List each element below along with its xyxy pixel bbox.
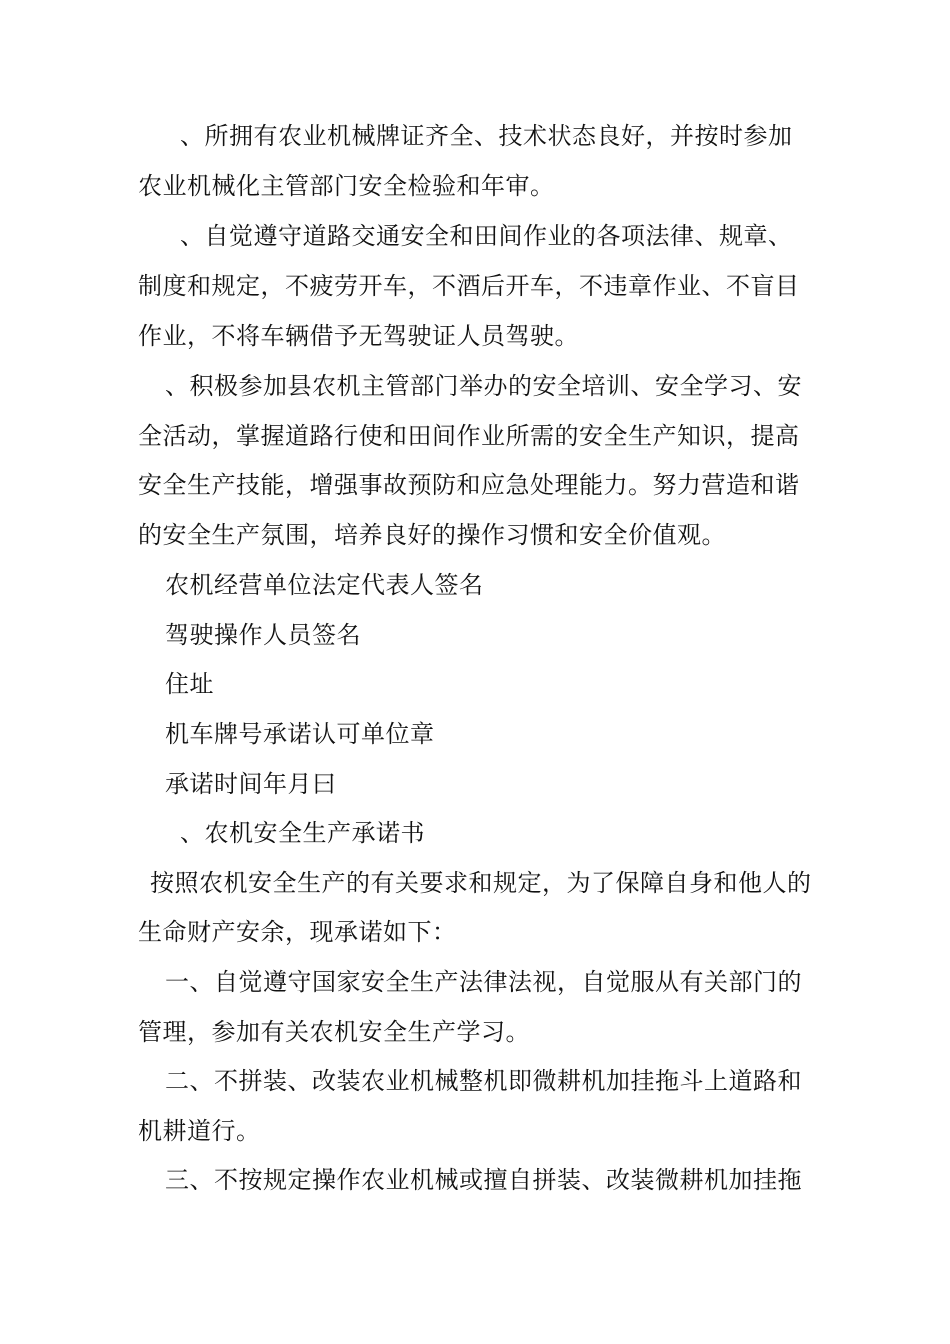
text-line: 农业机械化主管部门安全检验和年审。 (138, 172, 555, 200)
text-line: 按照农机安全生产的有关要求和规定，为了保障自身和他人的 (150, 869, 812, 897)
signature-label: 农机经营单位法定代表人签名 (165, 571, 484, 599)
section-title: 、农机安全生产承诺书 (180, 819, 425, 847)
text-line: 作业，不将车辆借予无驾驶证人员驾驶。 (138, 322, 579, 350)
text-line: 、积极参加县农机主管部门举办的安全培训、安全学习、安 (165, 372, 802, 400)
text-line: 的安全生产氛围，培养良好的操作习惯和安全价值观。 (138, 521, 726, 549)
text-line: 、所拥有农业机械牌证齐全、技术状态良好，并按时参加 (180, 122, 793, 150)
text-line: 二、不拼装、改装农业机械整机即微耕机加挂拖斗上道路和 (165, 1067, 802, 1095)
text-line: 生命财产安余，现承诺如下： (138, 918, 457, 946)
seal-label: 机车牌号承诺认可单位章 (165, 720, 435, 748)
text-line: 全活动，掌握道路行使和田间作业所需的安全生产知识，提高 (138, 422, 800, 450)
text-line: 一、自觉遵守国家安全生产法律法视，自觉服从有关部门的 (165, 968, 802, 996)
text-line: 三、不按规定操作农业机械或擅自拼装、改装微耕机加挂拖 (165, 1166, 802, 1194)
text-line: 安全生产技能，增强事故预防和应急处理能力。努力营造和谐 (138, 471, 800, 499)
signature-label: 驾驶操作人员签名 (165, 621, 361, 649)
text-line: 管理，参加有关农机安全生产学习。 (138, 1018, 530, 1046)
address-label: 住址 (165, 670, 214, 698)
date-label: 承诺时间年月曰 (165, 770, 337, 798)
text-line: 制度和规定，不疲劳开车，不酒后开车，不违章作业、不盲目 (138, 272, 800, 300)
text-line: 、自觉遵守道路交通安全和田间作业的各项法律、规章、 (180, 222, 793, 250)
text-line: 机耕道行。 (138, 1117, 261, 1145)
